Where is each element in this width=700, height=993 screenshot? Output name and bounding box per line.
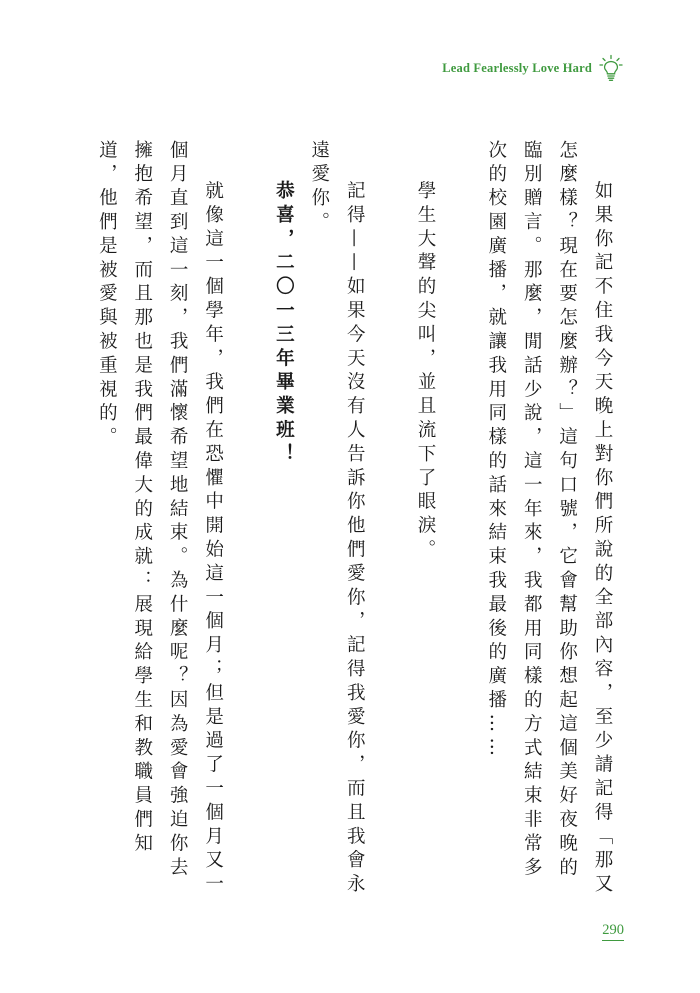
paragraph-congratulations-text: 恭喜，二〇一三年畢業班！ [273, 180, 295, 468]
paragraph-remember-text: 記得——如果今天沒有人告訴你他們愛你，記得我愛你，而且我會永遠愛你。 [308, 140, 366, 898]
running-header [442, 54, 624, 82]
header-title: Lead Fearlessly Love Hard [442, 60, 592, 75]
paragraph-closing-remarks [478, 140, 620, 900]
lightbulb-icon [598, 54, 624, 82]
paragraph-remember [301, 140, 372, 900]
paragraph-conclusion-text: 就像這一個學年，我們在恐懼中開始這一個月；但是過了一個月又一個月直到這一刻，我們滿懷希望地結束。為什麼呢？因為愛會強迫你去擁抱希望，而且那也是我們最偉大的成就：展現給學生和教職員們知道，他們是被愛與被重視的。 [96, 140, 224, 898]
page-number: 290 [602, 922, 624, 941]
vertical-body-text [89, 140, 620, 900]
paragraph-closing-remarks-text: 如果你記不住我今天晚上對你們所說的全部內容，至少請記得「那又怎麼樣？現在要怎麼辦？」這句口號，它會幫助你想起這個美好夜晚的臨別贈言。那麼，閒話少說，這一年來，我都用同樣的方式結束非常多次的校園廣播，就讓我用同樣的話來結束我最後的廣播…… [485, 140, 613, 898]
paragraph-conclusion [89, 140, 231, 900]
paragraph-students-reaction [408, 140, 443, 900]
paragraph-congratulations [266, 140, 301, 900]
paragraph-students-reaction-text: 學生大聲的尖叫，並且流下了眼淚。 [414, 180, 436, 564]
